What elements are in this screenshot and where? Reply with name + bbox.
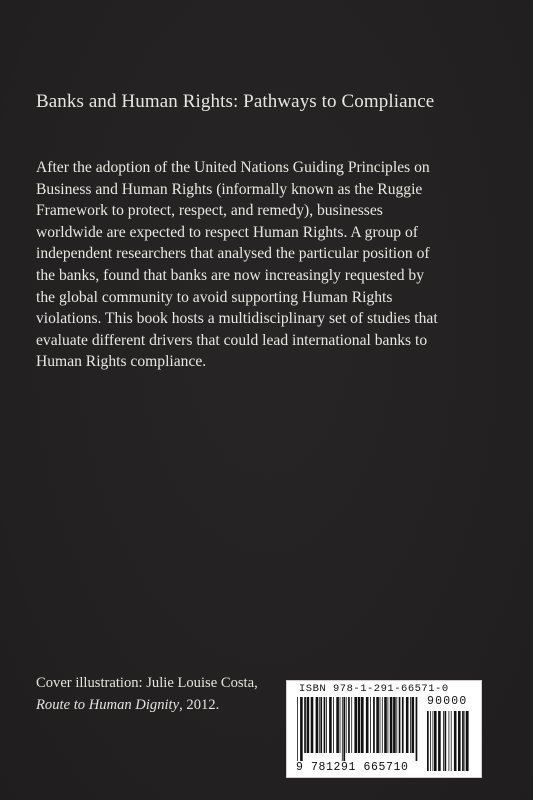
barcode-bar xyxy=(351,697,352,753)
barcode-bar xyxy=(388,697,389,753)
barcode-bar xyxy=(311,697,314,753)
barcode-bar xyxy=(412,697,415,753)
barcode-bar xyxy=(376,697,379,753)
barcode-bar xyxy=(402,697,404,753)
barcode-bar xyxy=(316,697,319,753)
barcode-bar xyxy=(326,697,327,753)
barcode-bar xyxy=(416,697,418,761)
barcode-bar xyxy=(445,711,447,771)
illustration-title: Route to Human Dignity xyxy=(36,696,180,713)
barcode-bar xyxy=(399,697,401,753)
barcode-bar xyxy=(382,697,383,753)
ean13-bars xyxy=(297,697,419,761)
barcode-bar xyxy=(366,697,369,753)
illustration-year: , 2012. xyxy=(179,696,220,713)
barcode-bar xyxy=(433,711,434,771)
barcode-bar xyxy=(451,711,452,771)
barcode-bar xyxy=(342,697,343,761)
barcode-bar xyxy=(348,697,350,753)
description-line: Human Rights compliance. xyxy=(36,353,207,371)
barcode-bar xyxy=(336,697,339,753)
description-line: the banks, found that banks are now increasingly requested by xyxy=(36,266,425,284)
description-line: independent researchers that analysed the particular position of xyxy=(36,245,430,263)
cover-illustration-credit xyxy=(36,673,286,716)
barcode-bar xyxy=(427,711,429,771)
barcode-bar xyxy=(361,697,364,753)
barcode-bar xyxy=(410,697,411,753)
barcode-bar xyxy=(307,697,310,753)
credit-line xyxy=(36,695,286,717)
description-line: Business and Human Rights (informally known as the Ruggie xyxy=(36,180,423,198)
barcode-bar xyxy=(373,697,375,753)
book-description xyxy=(36,157,506,373)
barcode-bar xyxy=(319,697,320,753)
barcode-bar xyxy=(380,697,381,753)
barcode-digits: 9 781291 665710 xyxy=(296,761,409,774)
barcode-bar xyxy=(354,697,357,753)
description-line: worldwide are expected to respect Human Rights. A group of xyxy=(36,223,418,241)
barcode-bar xyxy=(393,697,396,753)
isbn-barcode xyxy=(286,680,482,778)
barcode-bar xyxy=(329,697,332,753)
barcode-bar xyxy=(297,697,298,761)
barcode-bar xyxy=(465,711,466,771)
description-line: violations. This book hosts a multidisciplinary set of studies that xyxy=(36,310,438,328)
barcode-bar xyxy=(358,697,361,753)
book-title: Banks and Human Rights: Pathways to Compliance xyxy=(36,91,435,112)
barcode-bar xyxy=(443,711,444,771)
barcode-bar xyxy=(454,711,457,771)
credit-line: Cover illustration: Julie Louise Costa, xyxy=(36,675,258,691)
barcode-bar xyxy=(390,697,393,753)
barcode-bar xyxy=(300,697,303,761)
description-line: After the adoption of the United Nations Guiding Principles on xyxy=(36,159,430,176)
barcode-bar xyxy=(430,711,431,771)
barcode-bar xyxy=(346,697,347,753)
barcode-bar xyxy=(449,711,450,771)
isbn-label: ISBN 978-1-291-66571-0 xyxy=(299,683,449,695)
barcode-bar xyxy=(396,697,397,753)
barcode-bar xyxy=(340,697,341,753)
price-addon-code: 90000 xyxy=(427,695,468,708)
barcode-bar xyxy=(370,697,371,753)
description-line: evaluate different drivers that could lead international banks to xyxy=(36,331,428,349)
barcode-bar xyxy=(406,697,409,753)
barcode-bar xyxy=(438,711,441,771)
barcode-bar xyxy=(304,697,306,753)
barcode-bar xyxy=(458,711,461,771)
barcode-bar xyxy=(324,697,326,753)
description-line: Framework to protect, respect, and remedy), businesses xyxy=(36,202,383,220)
barcode-bar xyxy=(333,697,334,753)
barcode-bar xyxy=(320,697,322,753)
barcode-bar xyxy=(434,711,437,771)
barcode-bar xyxy=(343,697,345,761)
barcode-bar xyxy=(384,697,387,753)
addon-bars xyxy=(427,711,471,771)
description-line: the global community to avoid supporting Human Rights xyxy=(36,288,393,306)
barcode-bar xyxy=(462,711,464,771)
barcode-bar xyxy=(466,711,469,771)
